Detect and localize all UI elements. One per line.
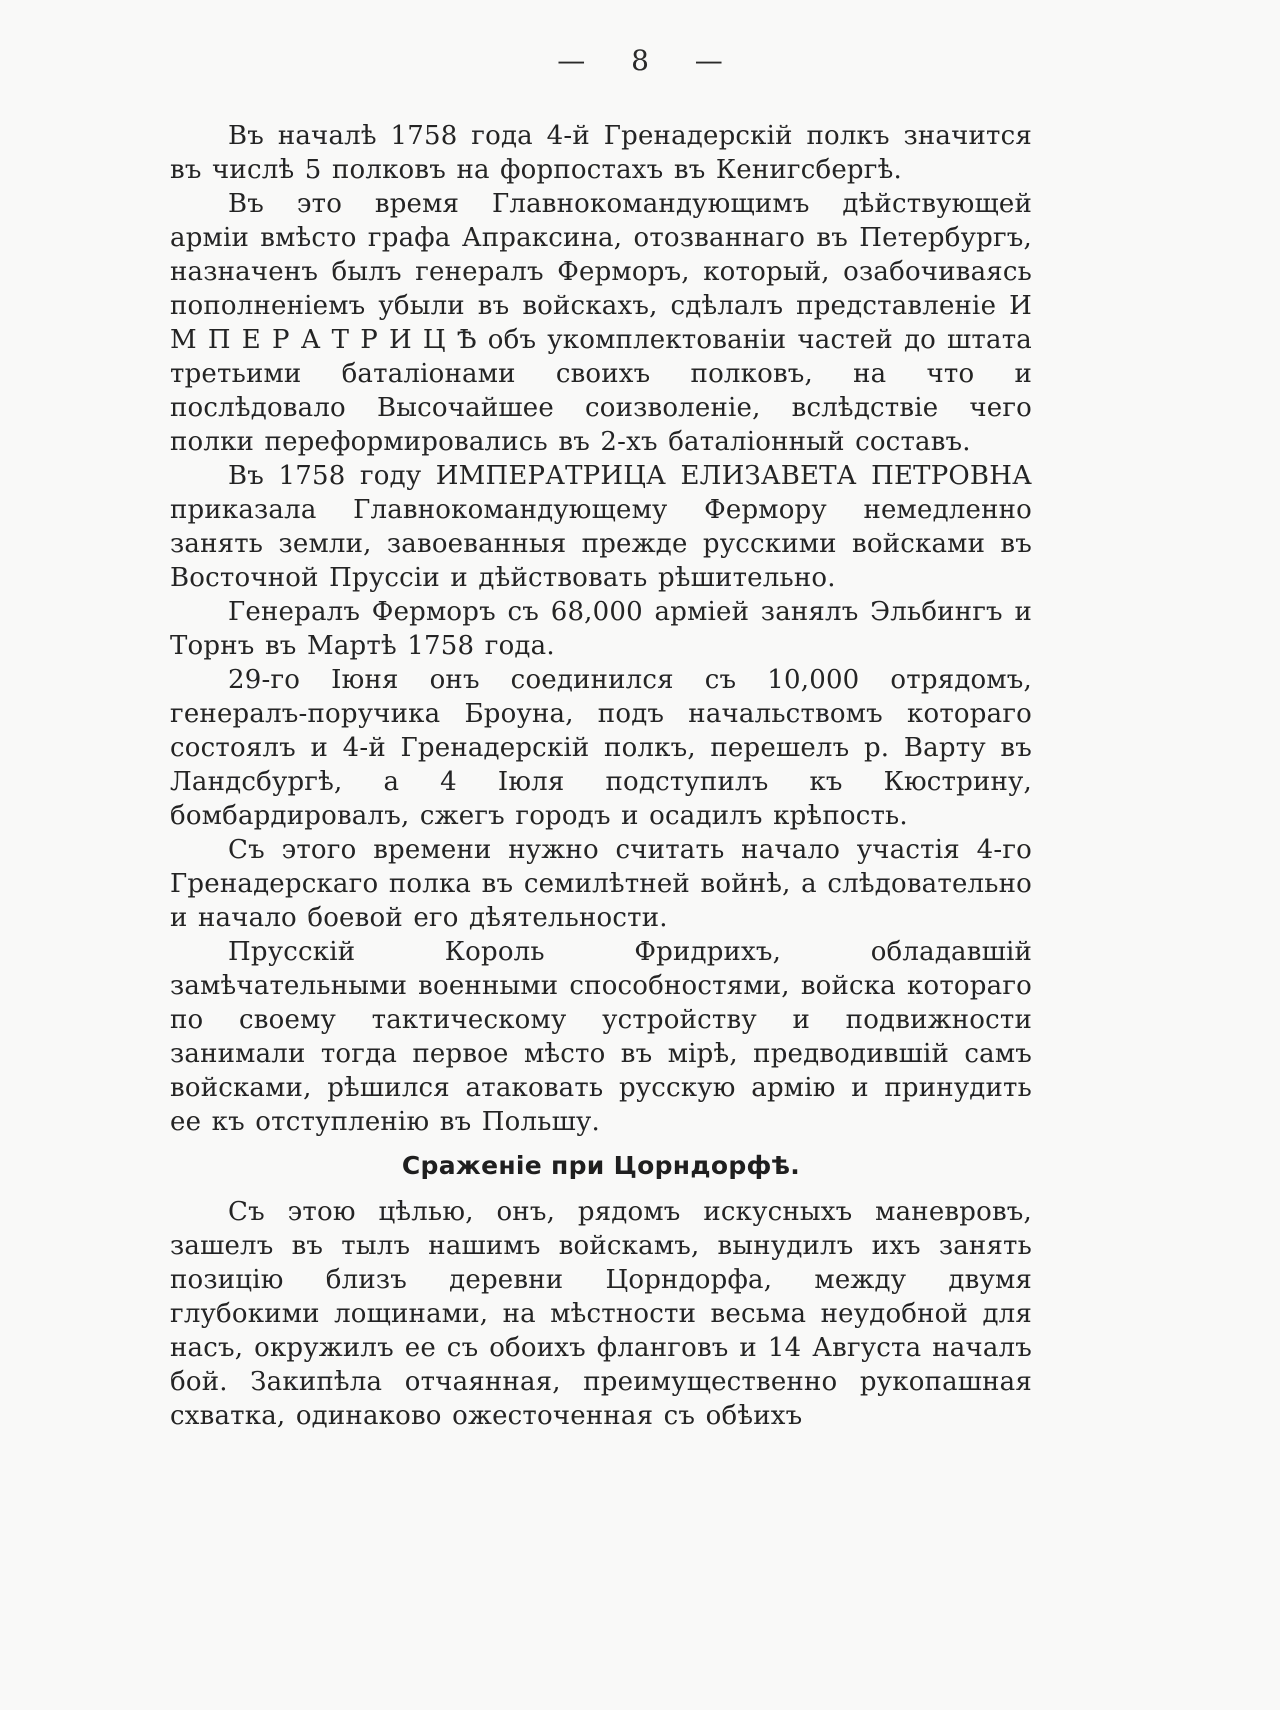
section-heading: Сраженіе при Цорндорфѣ.: [401, 1151, 801, 1180]
paragraph-7: Прусскій Король Фридрихъ, обладавшій замѣчательными военными способностями, войска котораго по своему тактическому устройству и подвижности занимали тогда первое мѣсто въ мірѣ, предводившій самъ войсками, рѣшился атаковать русскую армію и принудить ее къ отступленію въ Польшу.: [170, 937, 1032, 1137]
text-block: [170, 119, 1032, 1433]
paragraph-2: Въ это время Главнокомандующимъ дѣйствующей арміи вмѣсто графа Апраксина, отозваннаго въ Петербургъ, назначенъ былъ генералъ Ферморъ, который, озабочиваясь пополненіемъ убыли въ войскахъ, сдѣлалъ представленіе И М П Е Р А Т Р И Ц Ѣ объ укомплектованіи частей до штата третьими баталіонами своихъ полковъ, на что и послѣдовало Высочайшее соизволеніе, вслѣдствіе чего полки переформировались въ 2-хъ баталіонный составъ.: [170, 189, 1032, 457]
page-number: — 8 —: [557, 44, 723, 77]
paragraph-5: 29-го Іюня онъ соединился съ 10,000 отрядомъ, генералъ-поручика Броуна, подъ начальствомъ котораго состоялъ и 4-й Гренадерскій полкъ, перешелъ р. Варту въ Ландсбургѣ, а 4 Іюля подступилъ къ Кюстрину, бомбардировалъ, сжегъ городъ и осадилъ крѣпость.: [170, 665, 1032, 831]
paragraph-1: Въ началѣ 1758 года 4-й Гренадерскій полкъ значится въ числѣ 5 полковъ на форпостахъ въ Кенигсбергѣ.: [170, 121, 1032, 185]
paragraph-4: Генералъ Ферморъ съ 68,000 арміей занялъ Эльбингъ и Торнъ въ Мартѣ 1758 года.: [170, 597, 1032, 661]
paragraph-6: Съ этого времени нужно считать начало участія 4-го Гренадерскаго полка въ семилѣтней войнѣ, а слѣдовательно и начало боевой его дѣятельности.: [170, 835, 1032, 933]
paragraph-3: Въ 1758 году ИМПЕРАТРИЦА ЕЛИЗАВЕТА ПЕТРОВНА приказала Главнокомандующему Фермору немедленно занять земли, завоеванныя прежде русскими войсками въ Восточной Пруссіи и дѣйствовать рѣшительно.: [170, 461, 1032, 593]
paragraph-8: Съ этою цѣлью, онъ, рядомъ искусныхъ маневровъ, зашелъ въ тылъ нашимъ войскамъ, вынудилъ ихъ занять позицію близъ деревни Цорндорфа, между двумя глубокими лощинами, на мѣстности весьма неудобной для насъ, окружилъ ее съ обоихъ фланговъ и 14 Августа началъ бой. Закипѣла отчаянная, преимущественно рукопашная схватка, одинаково ожесточенная съ обѣихъ: [170, 1197, 1032, 1431]
